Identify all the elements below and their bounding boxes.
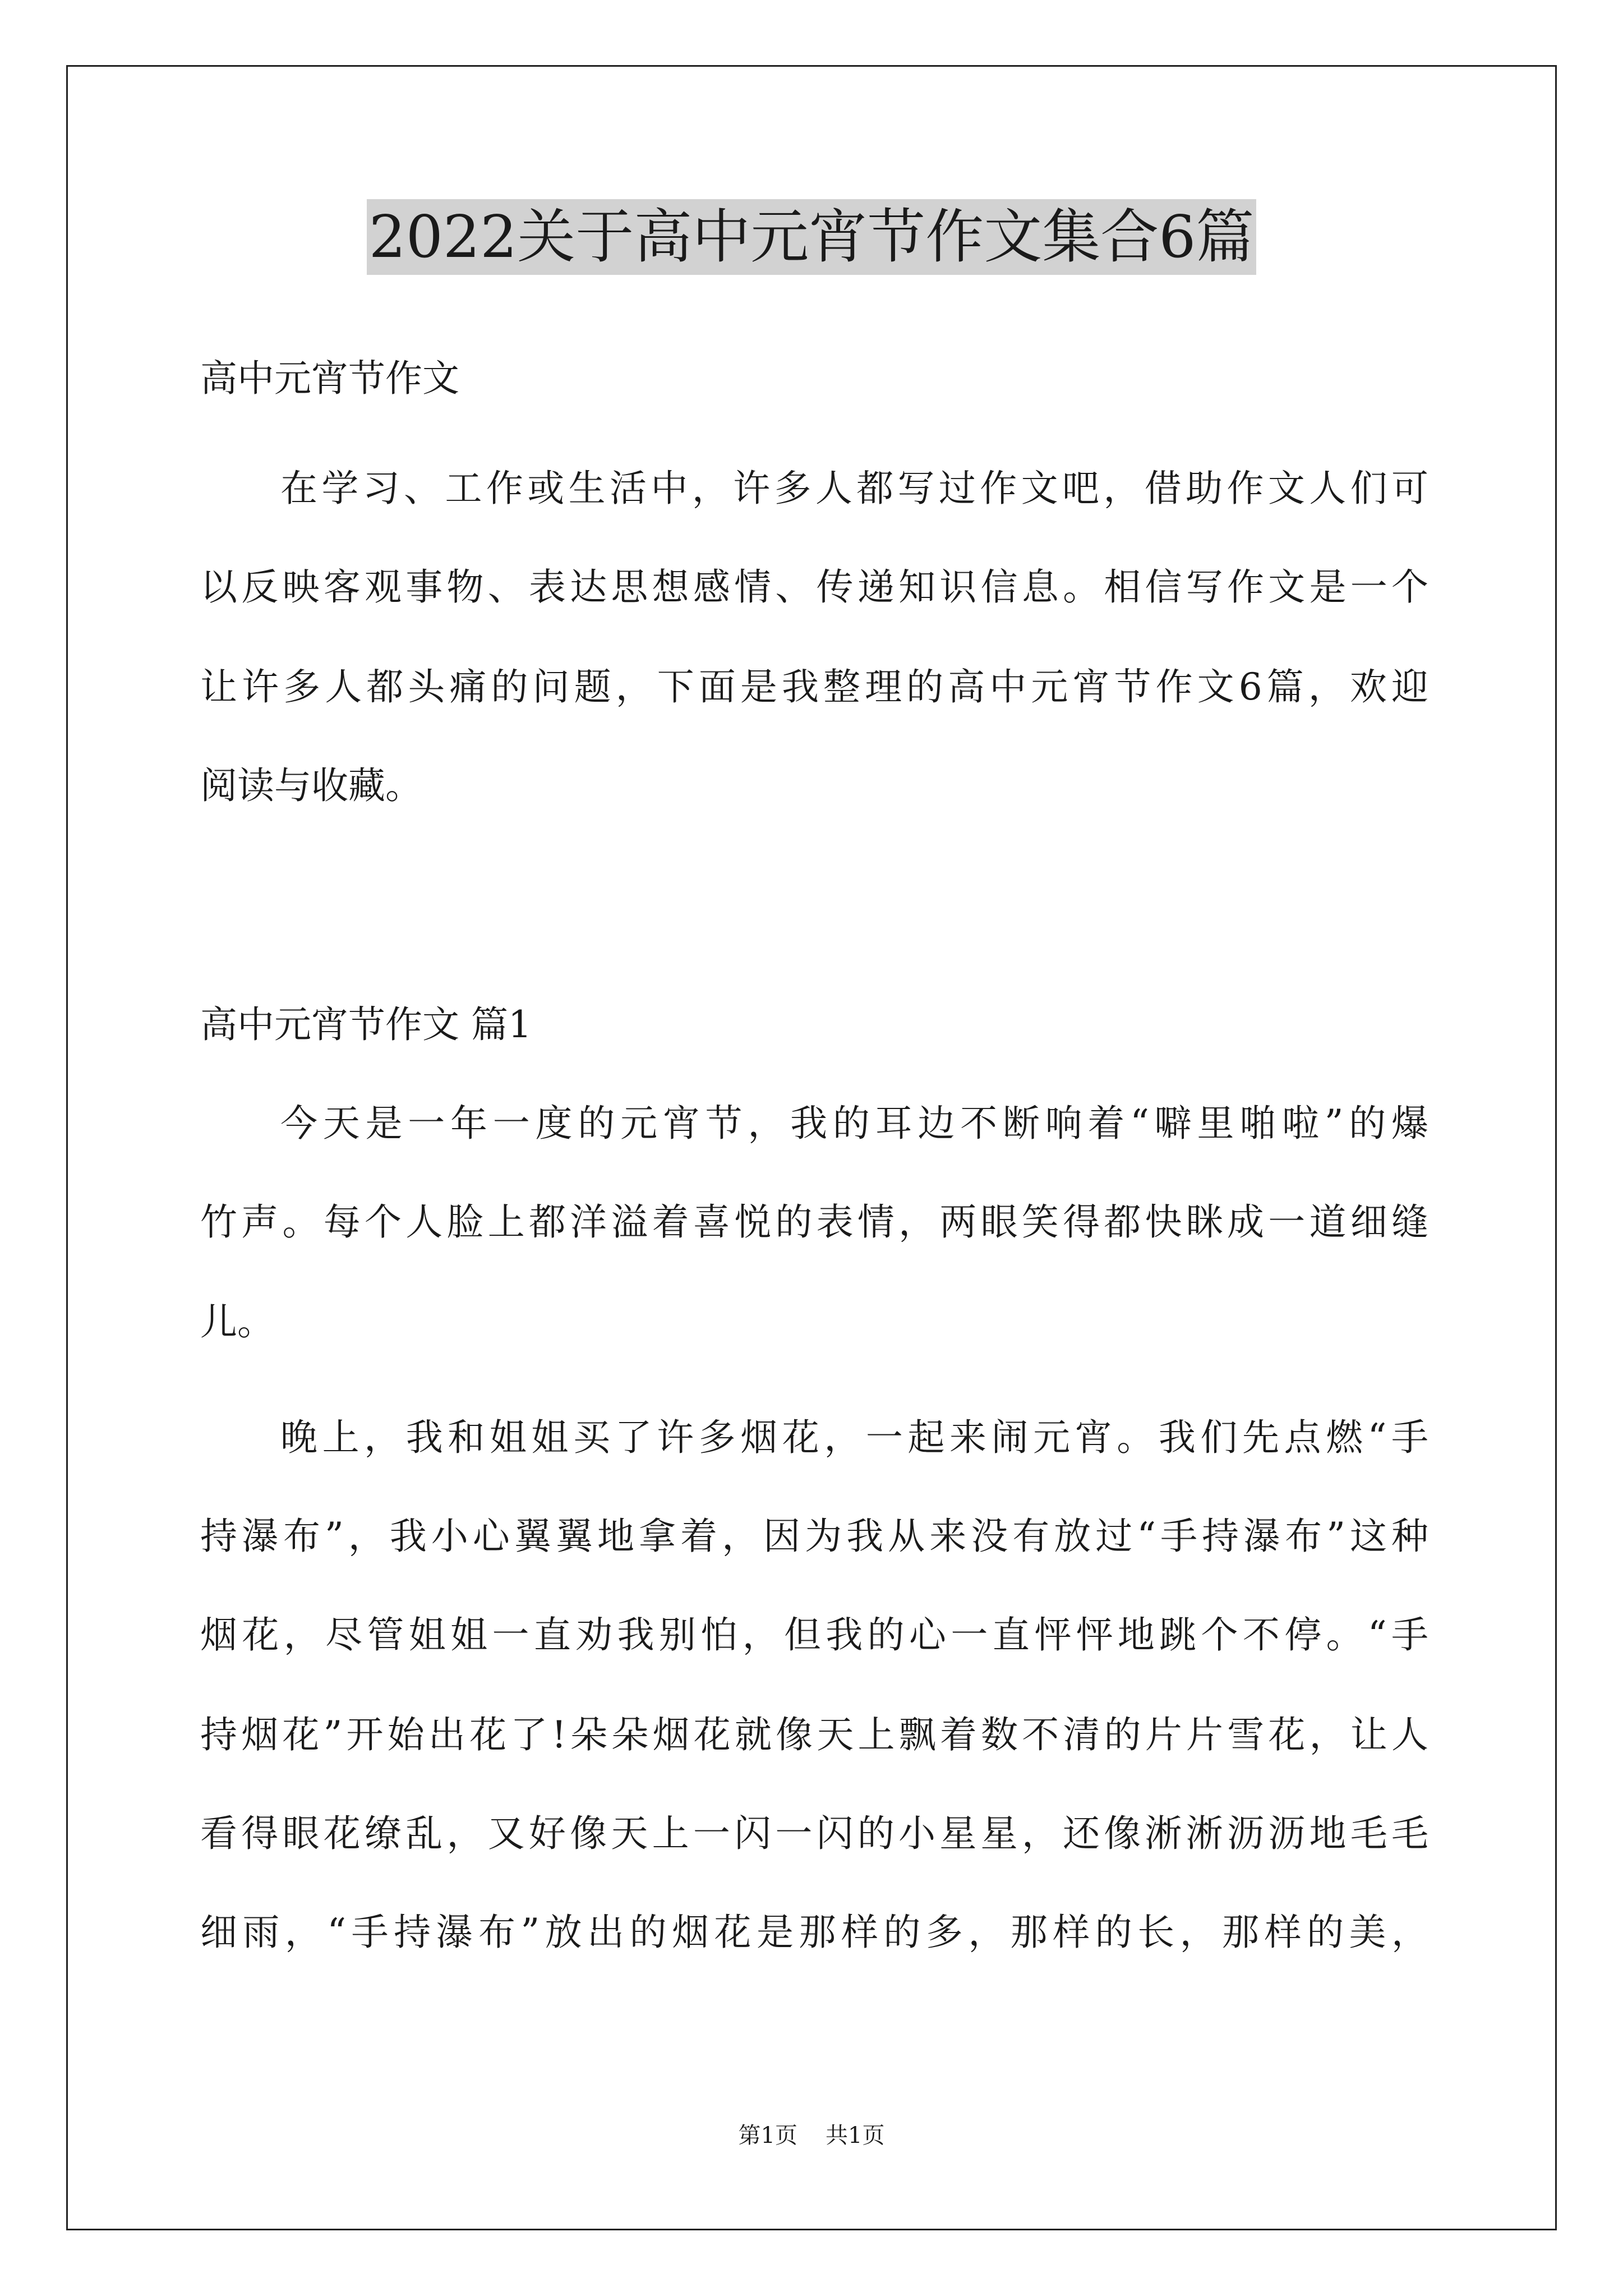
para2-line-2: 持瀑布”，我小心翼翼地拿着，因为我从来没有放过“手持瀑布”这种: [200, 1515, 1428, 1558]
para2-line-3: 烟花，尽管姐姐一直劝我别怕，但我的心一直怦怦地跳个不停。“手: [200, 1613, 1428, 1657]
page-footer: [0, 2122, 1623, 2150]
intro-line-2: 以反映客观事物、表达思想感情、传递知识信息。相信写作文是一个: [200, 565, 1428, 609]
para2-line-4: 持烟花”开始出花了!朵朵烟花就像天上飘着数不清的片片雪花，让人: [200, 1713, 1428, 1756]
document-title: 2022关于高中元宵节作文集合6篇: [367, 199, 1257, 275]
para1-line-1: 今天是一年一度的元宵节，我的耳边不断响着“噼里啪啦”的爆: [280, 1102, 1428, 1145]
para2-line-1: 晚上，我和姐姐买了许多烟花，一起来闹元宵。我们先点燃“手: [280, 1416, 1428, 1459]
intro-line-1: 在学习、工作或生活中，许多人都写过作文吧，借助作文人们可: [280, 467, 1428, 510]
title-container: [0, 199, 1623, 275]
page-number: 第1页: [738, 2123, 797, 2148]
para2-line-6: 细雨，“手持瀑布”放出的烟花是那样的多，那样的长，那样的美，: [200, 1911, 1428, 1954]
intro-line-4: 阅读与收藏。: [200, 764, 422, 807]
para1-line-3: 儿。: [200, 1300, 274, 1343]
para2-line-5: 看得眼花缭乱，又好像天上一闪一闪的小星星，还像淅淅沥沥地毛毛: [200, 1812, 1428, 1855]
page-total: 共1页: [826, 2123, 885, 2148]
intro-line-3: 让许多人都头痛的问题，下面是我整理的高中元宵节作文6篇，欢迎: [200, 665, 1428, 708]
section1-heading: 高中元宵节作文 篇1: [200, 1003, 532, 1046]
para1-line-2: 竹声。每个人脸上都洋溢着喜悦的表情，两眼笑得都快眯成一道细缝: [200, 1200, 1428, 1244]
intro-heading: 高中元宵节作文: [200, 357, 459, 400]
